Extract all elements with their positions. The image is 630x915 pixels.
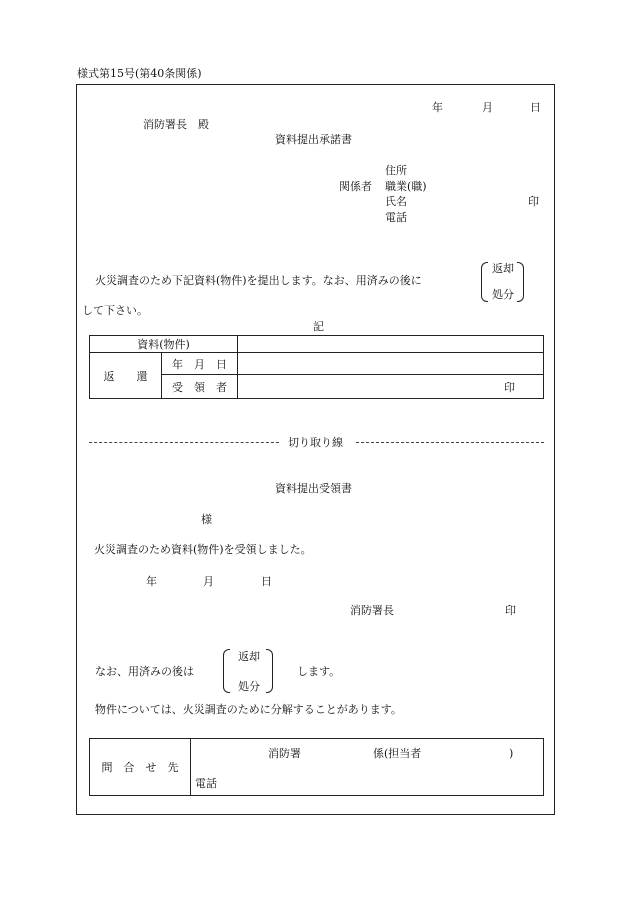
option-bracket-right bbox=[517, 262, 524, 302]
ki-label: 記 bbox=[313, 320, 324, 333]
return-label: 返 還 bbox=[90, 353, 162, 399]
contact-row bbox=[90, 739, 544, 796]
party-label: 関係者 bbox=[339, 180, 372, 193]
receipt-sama: 様 bbox=[201, 513, 212, 526]
materials-table bbox=[89, 335, 544, 399]
phone-label: 電話 bbox=[385, 211, 407, 224]
cut-line-left bbox=[89, 442, 279, 443]
disassembly-note: 物件については、火災調査のために分解することがあります。 bbox=[95, 703, 402, 716]
return-date-row bbox=[90, 353, 544, 375]
form-id: 様式第15号(第40条関係) bbox=[77, 67, 202, 80]
seal-mark: 印 bbox=[528, 195, 539, 208]
material-value[interactable] bbox=[238, 336, 544, 353]
receiver-label: 受 領 者 bbox=[162, 375, 238, 399]
address-label: 住所 bbox=[385, 164, 407, 177]
date-year-label: 年 bbox=[432, 101, 443, 114]
return-date-value[interactable] bbox=[238, 353, 544, 375]
receipt-title: 資料提出受領書 bbox=[275, 482, 352, 495]
cut-line-label: 切り取り線 bbox=[288, 436, 343, 449]
contact-person: 係(担当者 bbox=[373, 747, 422, 760]
receipt-bracket-right bbox=[266, 649, 273, 693]
name-label: 氏名 bbox=[385, 195, 407, 208]
statement-part2: して下さい。 bbox=[82, 304, 148, 317]
receipt-chief: 消防署長 bbox=[350, 604, 394, 617]
contact-label: 問 合 せ 先 bbox=[90, 739, 191, 796]
return-date-label: 年 月 日 bbox=[162, 353, 238, 375]
receipt-option-return: 返却 bbox=[238, 650, 260, 663]
contact-table bbox=[89, 738, 544, 796]
contact-phone: 電話 bbox=[195, 777, 217, 790]
contact-station: 消防署 bbox=[268, 747, 301, 760]
option-dispose: 処分 bbox=[492, 288, 514, 301]
date-day-label: 日 bbox=[530, 101, 541, 114]
material-row bbox=[90, 336, 544, 353]
receipt-statement: 火災調査のため資料(物件)を受領しました。 bbox=[94, 543, 312, 556]
form-title: 資料提出承諾書 bbox=[275, 133, 352, 146]
receipt-option-dispose: 処分 bbox=[238, 680, 260, 693]
option-bracket-left bbox=[481, 262, 488, 302]
receipt-bracket-left bbox=[223, 649, 230, 693]
after-use-suffix: します。 bbox=[297, 665, 341, 678]
contact-close-paren: ) bbox=[509, 747, 514, 760]
receipt-date-month: 月 bbox=[203, 575, 214, 588]
date-month-label: 月 bbox=[482, 101, 493, 114]
after-use-prefix: なお、用済みの後は bbox=[95, 665, 194, 678]
receipt-seal: 印 bbox=[505, 604, 516, 617]
occupation-label: 職業(職) bbox=[385, 180, 427, 193]
option-return: 返却 bbox=[492, 262, 514, 275]
statement-part1: 火災調査のため下記資料(物件)を提出します。なお、用済みの後に bbox=[95, 274, 422, 287]
contact-info bbox=[191, 739, 544, 796]
receipt-date-day: 日 bbox=[261, 575, 272, 588]
addressee: 消防署長 殿 bbox=[143, 118, 209, 131]
cut-line-right bbox=[356, 442, 544, 443]
material-label: 資料(物件) bbox=[90, 336, 238, 353]
receipt-date-year: 年 bbox=[146, 575, 157, 588]
receiver-seal[interactable]: 印 bbox=[238, 375, 544, 399]
